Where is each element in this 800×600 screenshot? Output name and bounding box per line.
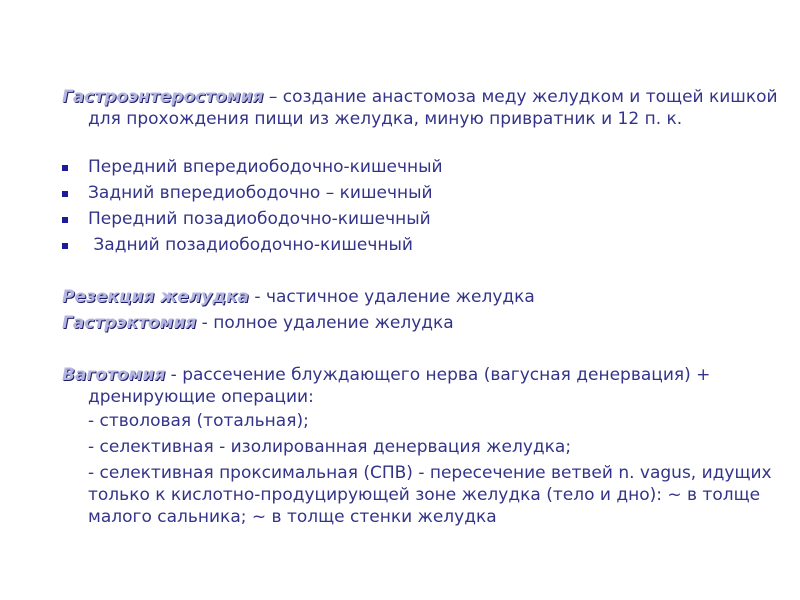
resection-term: Резекция желудка	[62, 287, 249, 307]
square-bullet-icon	[62, 217, 68, 223]
vagotomy-type-item: - селективная - изолированная денервация желудка;	[88, 437, 572, 457]
vagotomy-type-item: - стволовая (тотальная);	[88, 411, 309, 431]
bullet-item-label: Задний впередиободочно – кишечный	[88, 183, 433, 203]
resection-definition: - частичное удаление желудка	[249, 287, 535, 307]
gastrectomy-paragraph	[62, 312, 800, 334]
square-bullet-icon	[62, 165, 68, 171]
gastrectomy-term: Гастрэктомия	[62, 313, 197, 333]
gastrectomy-definition: - полное удаление желудка	[196, 313, 454, 333]
vagotomy-definition: - рассечение блуждающего нерва (вагусная денервация) + дренирующие операции:	[88, 365, 711, 407]
square-bullet-icon	[62, 191, 68, 197]
vagotomy-type-item: - селективная проксимальная (СПВ) - пересечение ветвей n. vagus, идущих только к кислотно-продуцирующей зоне желудка (тело и дно): ~ в толще малого сальника; ~ в толще стенки желудка	[88, 463, 772, 527]
vagotomy-paragraph	[62, 364, 800, 408]
bullet-item-label: Задний позадиободочно-кишечный	[88, 235, 413, 255]
bullet-item-label: Передний впередиободочно-кишечный	[88, 157, 443, 177]
gastroenterostomy-definition: – создание анастомоза меду желудком и тощей кишкой для прохождения пищи из желудка, миную привратник и 12 п. к.	[88, 87, 778, 129]
square-bullet-icon	[62, 243, 68, 249]
vagotomy-term: Ваготомия	[62, 365, 166, 385]
bullet-item-label: Передний позадиободочно-кишечный	[88, 209, 431, 229]
resection-paragraph	[62, 286, 800, 308]
gastroenterostomy-paragraph	[62, 86, 800, 130]
gastroenterostomy-term: Гастроэнтеростомия	[62, 87, 264, 107]
